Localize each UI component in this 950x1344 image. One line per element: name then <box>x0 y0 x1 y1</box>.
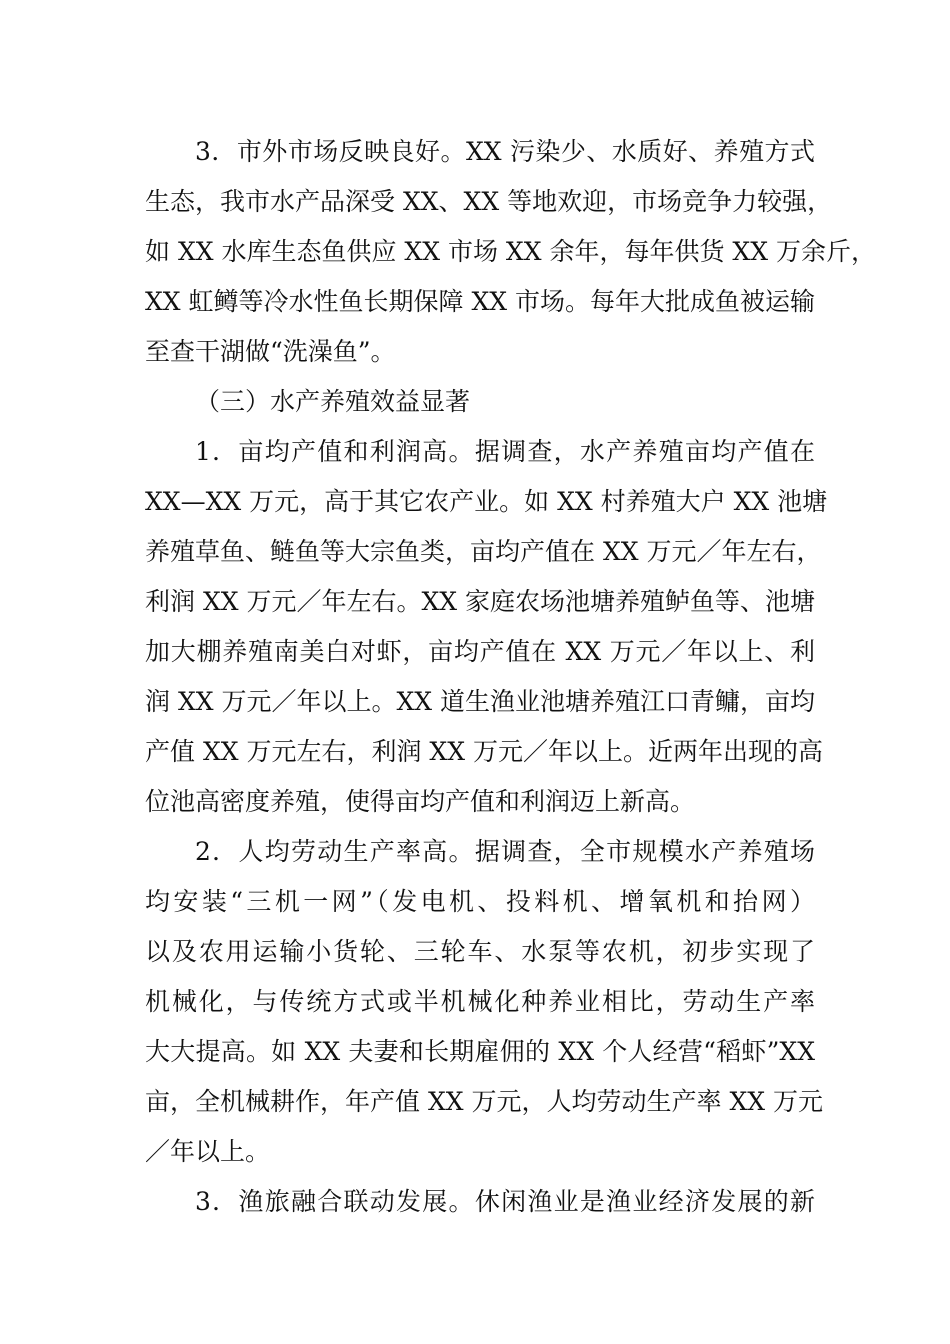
paragraph-market-line-2: 生态，我市水产品深受 XX、XX 等地欢迎，市场竞争力较强， <box>145 187 833 216</box>
paragraph-yield-line-6: 润 XX 万元／年以上。XX 道生渔业池塘养殖江口青鳙，亩均 <box>145 687 816 716</box>
paragraph-labor-line-1: 2．人均劳动生产率高。据调查，全市规模水产养殖场 <box>195 837 815 866</box>
paragraph-yield-line-2: XX—XX 万元，高于其它农产业。如 XX 村养殖大户 XX 池塘 <box>145 487 828 516</box>
paragraph-yield-line-3: 养殖草鱼、鲢鱼等大宗鱼类，亩均产值在 XX 万元／年左右， <box>145 537 822 566</box>
paragraph-yield-line-1: 1．亩均产值和利润高。据调查，水产养殖亩均产值在 <box>195 437 815 466</box>
paragraph-labor-line-7: ／年以上。 <box>145 1137 271 1166</box>
paragraph-labor-line-6: 亩，全机械耕作，年产值 XX 万元，人均劳动生产率 XX 万元 <box>145 1087 823 1116</box>
paragraph-labor-line-3: 以及农用运输小货轮、三轮车、水泵等农机，初步实现了 <box>145 937 815 966</box>
paragraph-yield-line-5: 加大棚养殖南美白对虾，亩均产值在 XX 万元／年以上、利 <box>145 637 815 666</box>
paragraph-labor-line-5: 大大提高。如 XX 夫妻和长期雇佣的 XX 个人经营“稻虾”XX <box>145 1037 815 1066</box>
paragraph-yield-line-8: 位池高密度养殖，使得亩均产值和利润迈上新高。 <box>145 787 696 816</box>
paragraph-market-line-1: 3．市外市场反映良好。XX 污染少、水质好、养殖方式 <box>195 137 815 166</box>
paragraph-labor-line-4: 机械化，与传统方式或半机械化种养业相比，劳动生产率 <box>145 987 815 1016</box>
paragraph-market-line-5: 至查干湖做“洗澡鱼”。 <box>145 337 396 366</box>
paragraph-yield-line-7: 产值 XX 万元左右，利润 XX 万元／年以上。近两年出现的高 <box>145 737 823 766</box>
paragraph-tourism-line-1: 3．渔旅融合联动发展。休闲渔业是渔业经济发展的新 <box>195 1187 815 1216</box>
section-heading: （三）水产养殖效益显著 <box>195 387 471 416</box>
paragraph-labor-line-2: 均安装“三机一网”（发电机、投料机、增氧机和抬网） <box>145 887 815 916</box>
paragraph-market-line-4: XX 虹鳟等冷水性鱼长期保障 XX 市场。每年大批成鱼被运输 <box>145 287 816 316</box>
paragraph-yield-line-4: 利润 XX 万元／年左右。XX 家庭农场池塘养殖鲈鱼等、池塘 <box>145 587 816 616</box>
paragraph-market-line-3: 如 XX 水库生态鱼供应 XX 市场 XX 余年，每年供货 XX 万余斤， <box>145 237 876 266</box>
